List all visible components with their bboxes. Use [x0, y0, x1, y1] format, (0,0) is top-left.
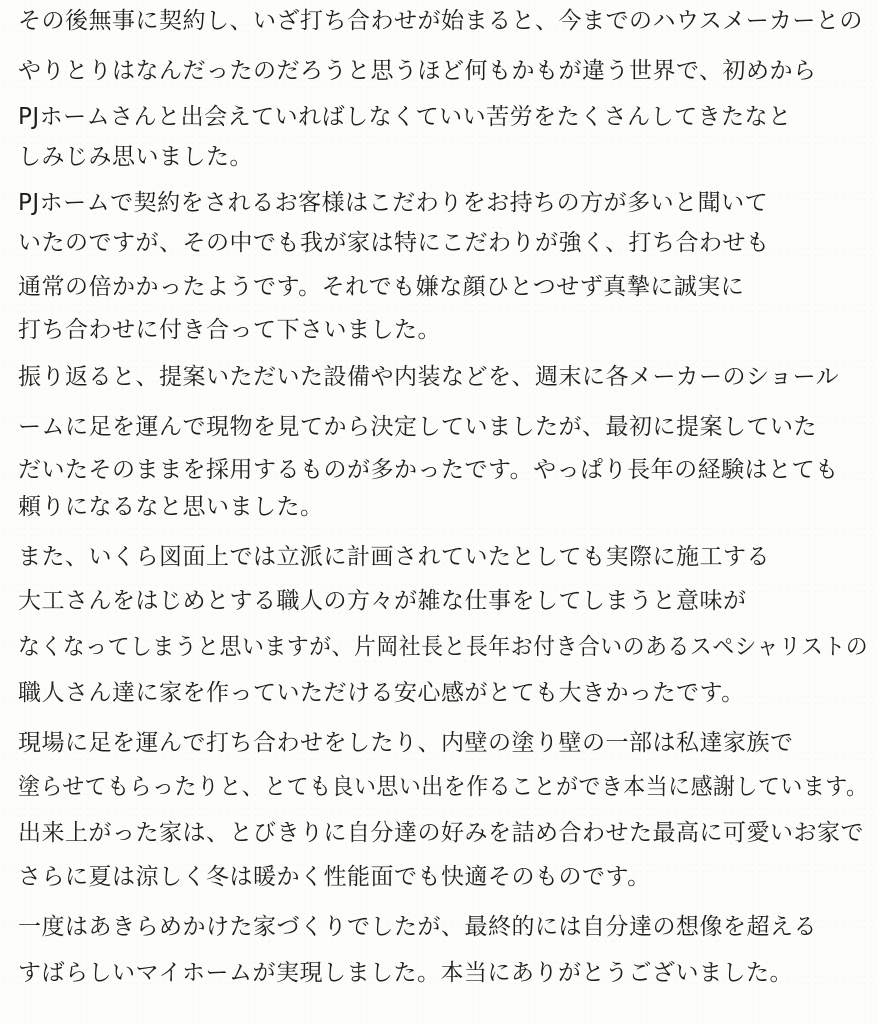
letter-line: 職人さん達に家を作っていただける安心感がとても大きかったです。 [18, 680, 745, 706]
letter-line: 一度はあきらめかけた家づくりでしたが、最終的には自分達の想像を超える [18, 914, 817, 940]
letter-line: しみじみ思いました。 [18, 144, 253, 170]
letter-line: その後無事に契約し、いざ打ち合わせが始まると、今までのハウスメーカーとの [18, 8, 863, 34]
letter-line: 頼りになるなと思いました。 [18, 494, 324, 520]
letter-line: 出来上がった家は、とびきりに自分達の好みを詰め合わせた最高に可愛いお家で [18, 820, 864, 846]
letter-line: 大工さんをはじめとする職人の方々が雑な仕事をしてしまうと意味が [18, 588, 747, 614]
letter-line: 塗らせてもらったりと、とても良い思い出を作ることができ本当に感謝しています。 [18, 774, 869, 800]
letter-line: 打ち合わせに付き合って下さいました。 [18, 317, 441, 343]
letter-line: PJホームさんと出会えていればしなくていい苦労をたくさんしてきたなと [18, 104, 792, 130]
letter-line: やりとりはなんだったのだろうと思うほど何もかもが違う世界で、初めから [18, 58, 817, 84]
letter-line: 現場に足を運んで打ち合わせをしたり、内壁の塗り壁の一部は私達家族で [18, 730, 794, 756]
letter-line: ームに足を運んで現物を見てから決定していましたが、最初に提案していた [18, 414, 817, 440]
letter-line: さらに夏は涼しく冬は暖かく性能面でも快適そのものです。 [18, 864, 651, 890]
letter-line: いたのですが、その中でも我が家は特にこだわりが強く、打ち合わせも [18, 230, 770, 256]
letter-line: すばらしいマイホームが実現しました。本当にありがとうございました。 [18, 960, 794, 986]
letter-line: PJホームで契約をされるお客様はこだわりをお持ちの方が多いと聞いて [18, 190, 769, 216]
letter-line: なくなってしまうと思いますが、片岡社長と長年お付き合いのあるスペシャリストの [18, 634, 869, 660]
letter-line: 振り返ると、提案いただいた設備や内装などを、週末に各メーカーのショール [18, 364, 840, 390]
letter-line: だいたそのままを採用するものが多かったです。やっぱり長年の経験はとても [18, 457, 839, 483]
letter-line: 通常の倍かかったようです。それでも嫌な顔ひとつせず真摯に誠実に [18, 274, 745, 300]
letter-line: また、いくら図面上では立派に計画されていたとしても実際に施工する [18, 544, 770, 570]
